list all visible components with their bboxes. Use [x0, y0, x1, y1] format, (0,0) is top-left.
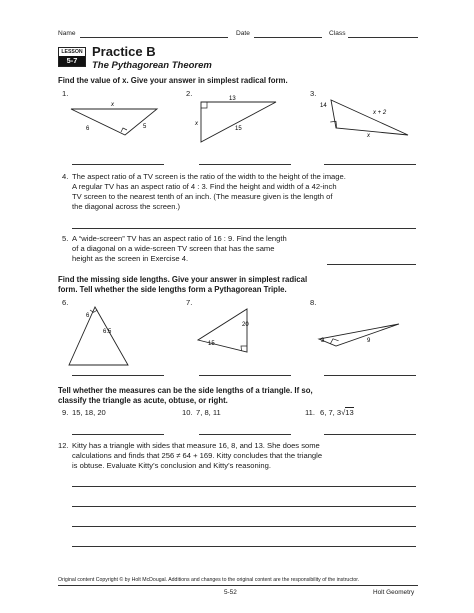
page-title: Practice B	[92, 44, 156, 59]
answer-line-3[interactable]	[324, 164, 416, 165]
problem-11-radicand: 13	[345, 408, 354, 417]
section2-instruction-line-2: form. Tell whether the side lengths form a Pythagorean Triple.	[58, 285, 287, 294]
class-label: Class	[329, 30, 346, 37]
problem-10-number: 10.	[182, 408, 193, 417]
problem-8-number: 8.	[310, 298, 317, 307]
problem-8-label-3: 3	[321, 338, 325, 344]
problem-12-line-3: is obtuse. Evaluate Kitty’s conclusion and Kitty’s reasoning.	[72, 461, 271, 470]
answer-line-11[interactable]	[324, 434, 416, 435]
section3-instruction-line-1: Tell whether the measures can be the side lengths of a triangle. If so,	[58, 386, 313, 395]
problem-1-number: 1.	[62, 89, 69, 98]
answer-line-12b[interactable]	[72, 506, 416, 507]
problem-7-label-20: 20	[242, 322, 249, 328]
problem-5-line-1: A “wide-screen” TV has an aspect ratio of 16 : 9. Find the length	[72, 234, 287, 243]
problem-4-line-1: The aspect ratio of a TV screen is the ratio of the width to the height of the image.	[72, 172, 346, 181]
problem-3-label-x-plus-2: x + 2	[373, 110, 387, 116]
problem-9-text: 15, 18, 20	[72, 408, 106, 417]
copyright-notice: Original content Copyright © by Holt McDougal. Additions and changes to the original content are the responsibility of the instructor.	[58, 577, 360, 583]
problem-4-line-3: TV screen to the nearest tenth of an inch. (The measure given is the length of	[72, 192, 333, 201]
answer-line-7[interactable]	[199, 375, 291, 376]
problem-6-triangle	[55, 300, 175, 372]
answer-line-12a[interactable]	[72, 486, 416, 487]
problem-12-number: 12.	[58, 441, 69, 450]
answer-line-9[interactable]	[72, 434, 164, 435]
problem-1-label-5: 5	[143, 124, 147, 130]
problem-8-label-9: 9	[367, 338, 371, 344]
section1-instruction: Find the value of x. Give your answer in simplest radical form.	[58, 76, 288, 85]
answer-line-12d[interactable]	[72, 546, 416, 547]
problem-7-triangle	[180, 300, 300, 372]
problem-5-line-2: of a diagonal on a wide-screen TV screen that has the same	[72, 244, 275, 253]
problem-12-line-1: Kitty has a triangle with sides that measure 16, 8, and 13. She does some	[72, 441, 320, 450]
section3-instruction-line-2: classify the triangle as acute, obtuse, or right.	[58, 396, 228, 405]
problem-11-values: 6, 7, 3	[320, 408, 342, 417]
problem-9-number: 9.	[62, 408, 69, 417]
problem-7-label-15: 15	[208, 341, 215, 347]
problem-1-label-x: x	[111, 102, 114, 108]
problem-2-triangle	[180, 92, 300, 147]
name-label: Name	[58, 30, 76, 37]
class-field[interactable]	[348, 37, 418, 38]
answer-line-4[interactable]	[72, 228, 416, 229]
answer-line-2[interactable]	[199, 164, 291, 165]
radical-sign-icon: √	[341, 408, 346, 417]
section2-instruction-line-1: Find the missing side lengths. Give your answer in simplest radical	[58, 275, 308, 284]
problem-2-number: 2.	[186, 89, 193, 98]
problem-5-line-3: height as the screen in Exercise 4.	[72, 254, 189, 263]
answer-line-10[interactable]	[199, 434, 291, 435]
name-field[interactable]	[80, 37, 228, 38]
problem-1-triangle	[55, 92, 175, 147]
answer-line-6[interactable]	[72, 375, 164, 376]
problem-5-number: 5.	[62, 234, 69, 243]
problem-7-number: 7.	[186, 298, 193, 307]
problem-10-text: 7, 8, 11	[196, 408, 221, 417]
answer-line-8[interactable]	[324, 375, 416, 376]
page-subtitle: The Pythagorean Theorem	[92, 60, 212, 71]
answer-line-1[interactable]	[72, 164, 164, 165]
problem-2-label-15: 15	[235, 126, 242, 132]
lesson-badge	[58, 47, 86, 67]
problem-6-number: 6.	[62, 298, 69, 307]
problem-3-number: 3.	[310, 89, 317, 98]
problem-4-line-4: the diagonal across the screen.)	[72, 202, 181, 211]
page-number: 5-52	[224, 589, 237, 596]
problem-4-line-2: A regular TV has an aspect ratio of 4 : 3. Find the height and width of a 42-inch	[72, 182, 337, 191]
lesson-number: 5-7	[59, 56, 85, 66]
problem-3-label-14: 14	[320, 103, 327, 109]
answer-line-5[interactable]	[327, 264, 416, 265]
book-title: Holt Geometry	[373, 589, 415, 596]
problem-3-label-x: x	[367, 133, 370, 139]
problem-11-text	[320, 408, 354, 418]
problem-4-number: 4.	[62, 172, 69, 181]
problem-12-line-2: calculations and finds that 256 ≠ 64 + 169. Kitty concludes that the triangle	[72, 451, 323, 460]
date-label: Date	[236, 30, 250, 37]
footer-rule	[58, 585, 418, 586]
problem-1-label-6: 6	[86, 126, 90, 132]
problem-6-label-6-5: 6.5	[103, 329, 112, 335]
problem-11-number: 11.	[305, 408, 315, 417]
lesson-word: LESSON	[61, 49, 83, 55]
problem-3-triangle	[300, 92, 420, 147]
problem-6-label-6: 6	[86, 313, 90, 319]
date-field[interactable]	[254, 37, 322, 38]
answer-line-12c[interactable]	[72, 526, 416, 527]
problem-2-label-13: 13	[229, 96, 236, 102]
problem-8-triangle	[300, 300, 420, 372]
problem-2-label-x: x	[195, 121, 198, 127]
